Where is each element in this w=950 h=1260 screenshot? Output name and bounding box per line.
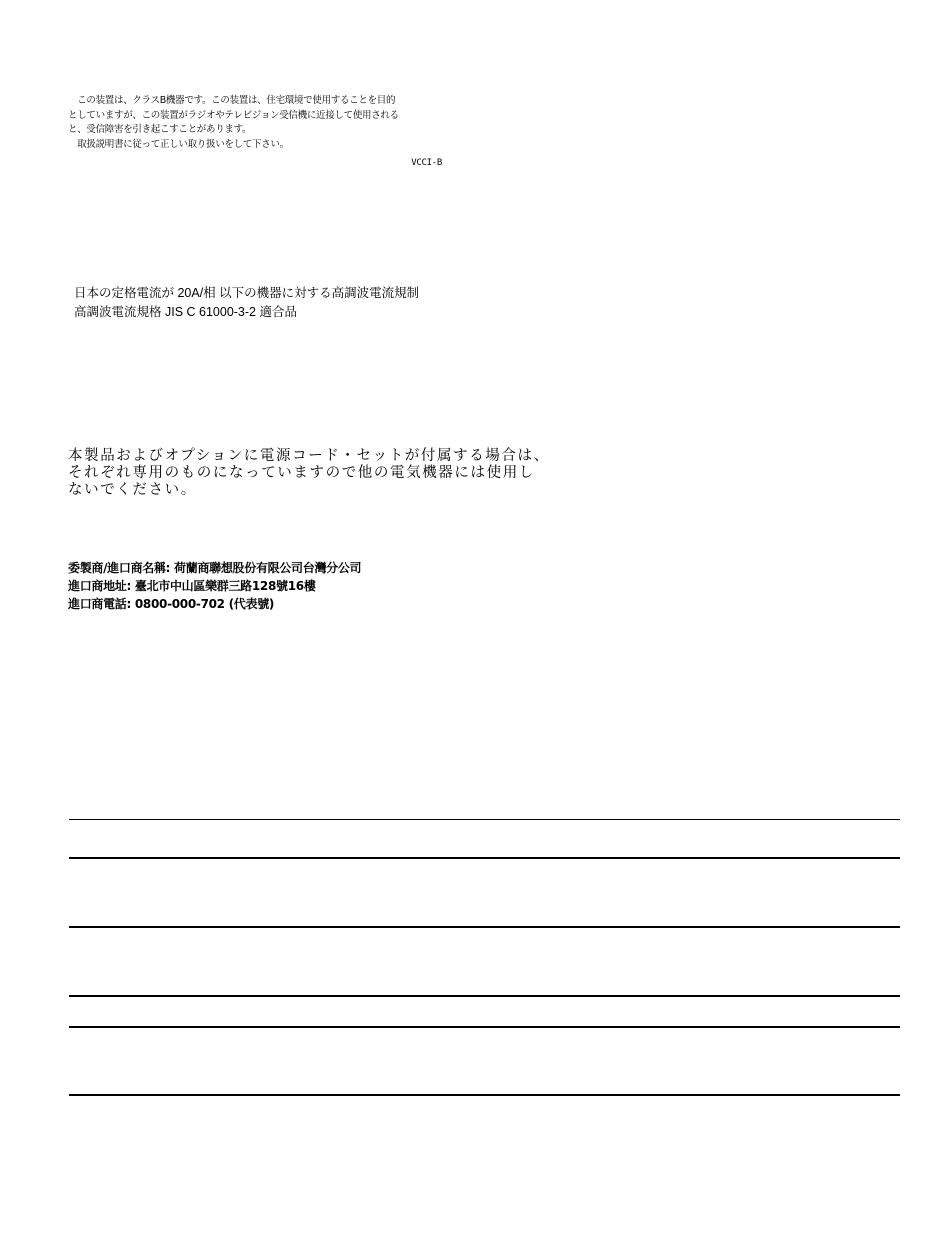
divider-line: [69, 995, 900, 997]
importer-address: 進口商地址: 臺北市中山區樂群三路128號16樓: [68, 579, 316, 593]
power-cord-notice-line: 本製品およびオプションに電源コード・セットが付属する場合は、: [68, 448, 550, 464]
vcci-notice-line: 取扱説明書に従って正しい取り扱いをして下さい。: [68, 138, 289, 150]
harmonic-notice-line: 高調波電流規格 JIS C 61000-3-2 適合品: [74, 305, 297, 319]
divider-line: [69, 926, 900, 928]
power-cord-notice: [68, 448, 550, 499]
power-cord-notice-line: ないでください。: [68, 482, 197, 498]
vcci-class-b-notice: [68, 94, 448, 171]
divider-line: [69, 1094, 900, 1096]
divider-line: [69, 819, 900, 820]
divider-line: [69, 857, 900, 859]
vcci-notice-line: としていますが、この装置がラジオやテレビジョン受信機に近接して使用される: [68, 109, 399, 121]
power-cord-notice-line: それぞれ専用のものになっていますので他の電気機器には使用し: [68, 465, 535, 481]
harmonic-notice-line: 日本の定格電流が 20A/相 以下の機器に対する高調波電流規制: [74, 286, 420, 300]
importer-name: 委製商/進口商名稱: 荷蘭商聯想股份有限公司台灣分公司: [68, 561, 362, 575]
taiwan-importer-info: [68, 559, 361, 613]
vcci-notice-line: と、受信障害を引き起こすことがあります。: [68, 124, 252, 135]
divider-line: [69, 1026, 900, 1028]
importer-phone: 進口商電話: 0800-000-702 (代表號): [68, 597, 275, 611]
harmonic-current-notice: [74, 284, 419, 322]
vcci-notice-line: この装置は、クラスB機器です。この装置は、住宅環境で使用することを目的: [68, 95, 396, 106]
vcci-code: VCCI-B: [411, 158, 442, 168]
